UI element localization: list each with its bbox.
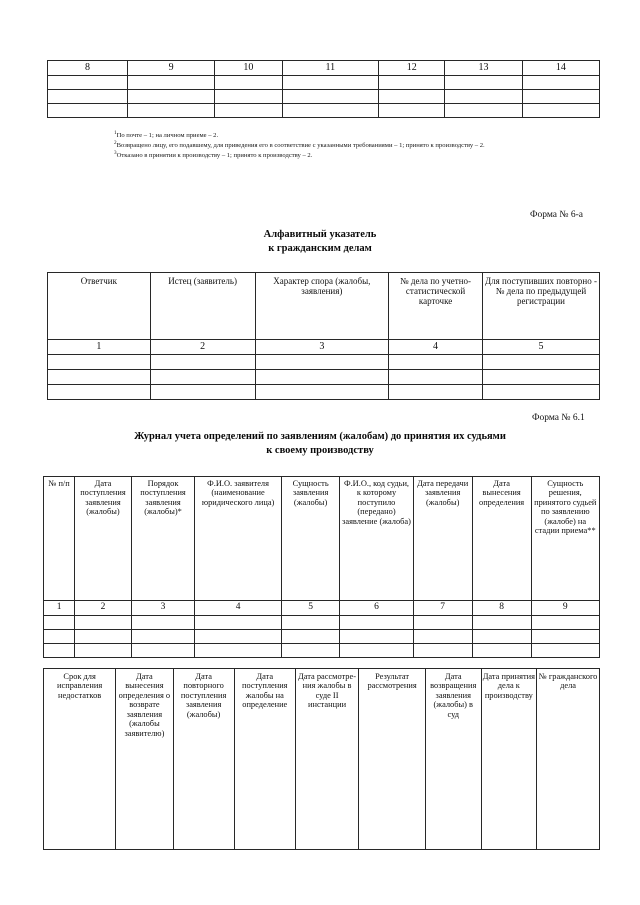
table-row xyxy=(48,370,600,385)
empty-cell xyxy=(413,616,472,630)
empty-cell xyxy=(482,355,599,370)
footnote-2 xyxy=(92,141,552,150)
table-row xyxy=(48,76,600,90)
column-header-second-instance-review-date: Дата рассмотре-ния жалобы в суде II инстанции xyxy=(295,669,358,850)
empty-cell xyxy=(195,644,282,658)
column-number-cell: 10 xyxy=(215,61,282,76)
column-number-cell: 3 xyxy=(255,340,389,355)
empty-cell xyxy=(282,76,379,90)
column-header-respondent: Ответчик xyxy=(48,273,151,340)
empty-cell xyxy=(128,104,215,118)
empty-cell xyxy=(522,76,599,90)
empty-cell xyxy=(379,76,445,90)
empty-cell xyxy=(282,90,379,104)
column-header-judge-name-code: Ф.И.О., код судьи, к которому поступило (передано) заявление (жалоба) xyxy=(340,477,413,601)
table-row xyxy=(48,104,600,118)
empty-cell xyxy=(75,644,132,658)
column-number-cell: 11 xyxy=(282,61,379,76)
empty-cell xyxy=(48,370,151,385)
empty-cell xyxy=(340,644,413,658)
column-number-cell: 4 xyxy=(389,340,483,355)
journal-table-part2 xyxy=(43,668,600,850)
column-header-receipt-order: Порядок поступления заявления (жалобы)* xyxy=(131,477,194,601)
empty-cell xyxy=(44,616,75,630)
form-number-label-61: Форма № 6.1 xyxy=(532,413,585,423)
empty-cell xyxy=(389,370,483,385)
alphabetical-index-table xyxy=(47,272,600,400)
title-line-1: Журнал учета определений по заявлениям (жалобам) до принятия их судьями xyxy=(134,431,506,442)
column-header-ruling-date: Дата вынесения определения xyxy=(472,477,531,601)
column-number-cell: 6 xyxy=(340,601,413,616)
empty-cell xyxy=(282,104,379,118)
footnote-text: Отказано в принятии к производству – 1; принято к производству – 2. xyxy=(116,151,313,159)
column-header-case-number: № дела по учетно-статистической карточке xyxy=(389,273,483,340)
column-number-cell: 1 xyxy=(44,601,75,616)
empty-cell xyxy=(531,616,599,630)
table-row xyxy=(48,355,600,370)
empty-cell xyxy=(48,76,128,90)
table-header-row xyxy=(44,477,600,601)
form-number-label-6a: Форма № 6-а xyxy=(530,210,583,220)
column-header-case-acceptance-date: Дата принятия дела к производству xyxy=(481,669,537,850)
column-header-claimant: Истец (заявитель) xyxy=(150,273,255,340)
footnote-text: По почте – 1; на личном приеме – 2. xyxy=(116,132,219,139)
empty-cell xyxy=(131,630,194,644)
empty-cell xyxy=(522,90,599,104)
column-header-decision-substance: Сущность решения, принятого судьей по заявлению (жалобе) на стадии приема** xyxy=(531,477,599,601)
column-number-cell: 2 xyxy=(75,601,132,616)
empty-cell xyxy=(128,76,215,90)
column-header-return-to-court-date: Дата возвращения заявления (жалобы) в суд xyxy=(425,669,481,850)
empty-cell xyxy=(445,104,522,118)
column-header-repeat-receipt-date: Дата повторного поступления заявления (жалобы) xyxy=(173,669,234,850)
empty-cell xyxy=(44,630,75,644)
table-row xyxy=(48,90,600,104)
table-row-column-numbers xyxy=(44,601,600,616)
empty-cell xyxy=(389,385,483,400)
column-number-cell: 5 xyxy=(482,340,599,355)
empty-cell xyxy=(445,90,522,104)
empty-cell xyxy=(48,355,151,370)
empty-cell xyxy=(472,644,531,658)
empty-cell xyxy=(482,370,599,385)
continuation-table xyxy=(47,60,600,118)
empty-cell xyxy=(531,644,599,658)
empty-cell xyxy=(48,90,128,104)
column-number-cell: 9 xyxy=(128,61,215,76)
footnote-marker: 2 xyxy=(114,139,117,146)
empty-cell xyxy=(413,644,472,658)
footnote-1 xyxy=(92,131,552,140)
footnote-text: Возвращено лицу, его подавшему, для приведения его в соответствие с указанными требованиями – 1; принято к производству – 2. xyxy=(116,141,485,149)
empty-cell xyxy=(255,370,389,385)
column-header-dispute-nature: Характер спора (жалобы, заявления) xyxy=(255,273,389,340)
footnote-marker: 3 xyxy=(114,149,117,156)
column-header-review-result: Результат рассмотрения xyxy=(359,669,426,850)
footnote-marker: 1 xyxy=(114,129,117,136)
column-header-transfer-date: Дата передачи заявления (жалобы) xyxy=(413,477,472,601)
page-title-alphabetical-index xyxy=(180,228,460,256)
column-number-cell: 13 xyxy=(445,61,522,76)
empty-cell xyxy=(255,385,389,400)
column-header-correction-term: Срок для исправления недостатков xyxy=(44,669,116,850)
empty-cell xyxy=(281,630,339,644)
page-title-journal xyxy=(60,430,580,458)
empty-cell xyxy=(195,630,282,644)
column-number-cell: 5 xyxy=(281,601,339,616)
empty-cell xyxy=(44,644,75,658)
empty-cell xyxy=(379,104,445,118)
column-header-return-ruling-date: Дата вынесения определения о возврате заявления (жалобы заявителю) xyxy=(116,669,173,850)
column-number-cell: 8 xyxy=(48,61,128,76)
empty-cell xyxy=(215,104,282,118)
column-number-cell: 4 xyxy=(195,601,282,616)
table-header-row xyxy=(48,273,600,340)
column-header-civil-case-number: № гражданского дела xyxy=(537,669,600,850)
empty-cell xyxy=(255,355,389,370)
column-header-application-substance: Сущность заявления (жалобы) xyxy=(281,477,339,601)
column-header-row-number: № п/п xyxy=(44,477,75,601)
column-header-receipt-date: Дата поступления заявления (жалобы) xyxy=(75,477,132,601)
column-header-repeat-case-number: Для поступивших повторно - № дела по предыдущей регистрации xyxy=(482,273,599,340)
empty-cell xyxy=(128,90,215,104)
column-number-cell: 14 xyxy=(522,61,599,76)
title-line-1: Алфавитный указатель xyxy=(263,229,377,240)
table-row xyxy=(48,385,600,400)
table-header-row xyxy=(44,669,600,850)
empty-cell xyxy=(195,616,282,630)
empty-cell xyxy=(281,616,339,630)
empty-cell xyxy=(75,616,132,630)
table-row-column-numbers xyxy=(48,61,600,76)
empty-cell xyxy=(215,76,282,90)
column-header-applicant-name: Ф.И.О. заявителя (наименование юридического лица) xyxy=(195,477,282,601)
empty-cell xyxy=(522,104,599,118)
empty-cell xyxy=(482,385,599,400)
column-number-cell: 7 xyxy=(413,601,472,616)
empty-cell xyxy=(150,385,255,400)
empty-cell xyxy=(413,630,472,644)
column-number-cell: 1 xyxy=(48,340,151,355)
empty-cell xyxy=(131,644,194,658)
title-line-2: к гражданским делам xyxy=(268,243,372,255)
journal-table-part1 xyxy=(43,476,600,658)
table-row xyxy=(44,644,600,658)
empty-cell xyxy=(281,644,339,658)
table-row-column-numbers xyxy=(48,340,600,355)
empty-cell xyxy=(75,630,132,644)
footnote-3 xyxy=(92,151,552,160)
column-number-cell: 9 xyxy=(531,601,599,616)
empty-cell xyxy=(472,616,531,630)
footnotes-block xyxy=(92,131,552,161)
empty-cell xyxy=(48,385,151,400)
column-number-cell: 12 xyxy=(379,61,445,76)
table-row xyxy=(44,630,600,644)
table-row xyxy=(44,616,600,630)
empty-cell xyxy=(340,630,413,644)
empty-cell xyxy=(131,616,194,630)
empty-cell xyxy=(215,90,282,104)
column-number-cell: 3 xyxy=(131,601,194,616)
empty-cell xyxy=(445,76,522,90)
empty-cell xyxy=(340,616,413,630)
empty-cell xyxy=(150,370,255,385)
empty-cell xyxy=(389,355,483,370)
column-number-cell: 2 xyxy=(150,340,255,355)
empty-cell xyxy=(472,630,531,644)
title-line-2: к своему производству xyxy=(266,445,374,457)
empty-cell xyxy=(48,104,128,118)
empty-cell xyxy=(531,630,599,644)
column-header-complaint-receipt-date: Дата поступления жалобы на определение xyxy=(234,669,295,850)
column-number-cell: 8 xyxy=(472,601,531,616)
empty-cell xyxy=(150,355,255,370)
empty-cell xyxy=(379,90,445,104)
